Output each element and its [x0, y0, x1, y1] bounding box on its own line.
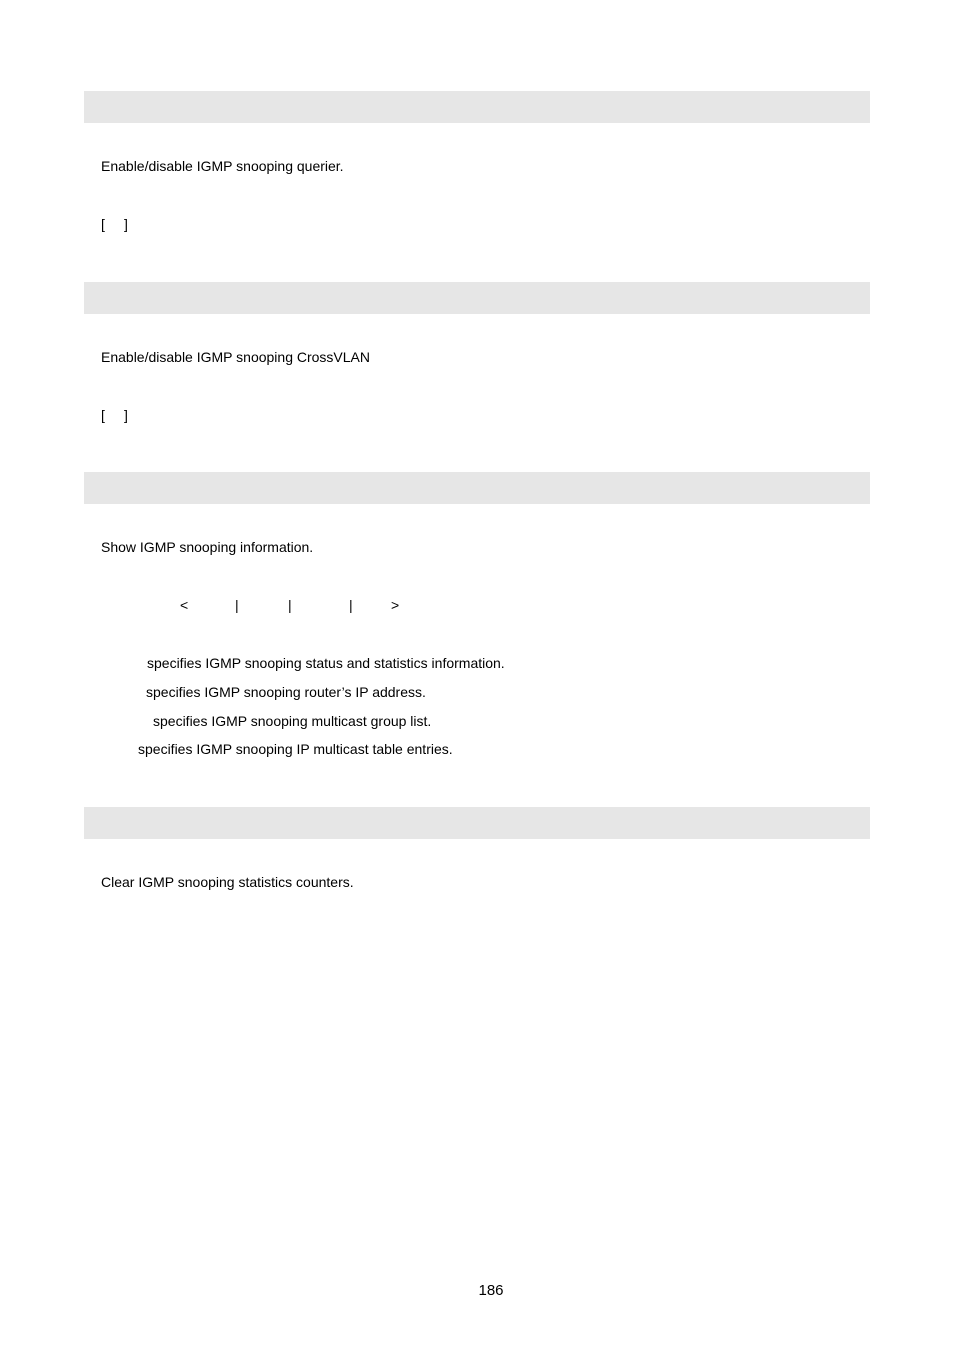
section-description: Show IGMP snooping information.: [101, 539, 314, 555]
syntax-bracket-close: ]: [124, 407, 128, 423]
syntax-separator: |: [288, 597, 292, 613]
syntax-angle-close: >: [391, 597, 400, 613]
param-description: specifies IGMP snooping multicast group list.: [153, 713, 432, 729]
param-description: specifies IGMP snooping IP multicast table entries.: [138, 741, 453, 757]
param-description: specifies IGMP snooping status and statistics information.: [147, 655, 505, 671]
section-description: Clear IGMP snooping statistics counters.: [101, 874, 354, 890]
syntax-separator: |: [235, 597, 239, 613]
syntax-bracket-open: [: [101, 407, 105, 423]
syntax-bracket-open: [: [101, 216, 105, 232]
section-description: Enable/disable IGMP snooping CrossVLAN: [101, 349, 371, 365]
syntax-separator: |: [349, 597, 353, 613]
syntax-bracket-close: ]: [124, 216, 128, 232]
section-description: Enable/disable IGMP snooping querier.: [101, 158, 344, 174]
section-header-bar: [84, 472, 870, 504]
section-header-bar: [84, 282, 870, 314]
page-number: 186: [478, 1282, 504, 1299]
syntax-angle-open: <: [180, 597, 189, 613]
section-header-bar: [84, 91, 870, 123]
section-header-bar: [84, 807, 870, 839]
param-description: specifies IGMP snooping router’s IP address.: [146, 684, 426, 700]
